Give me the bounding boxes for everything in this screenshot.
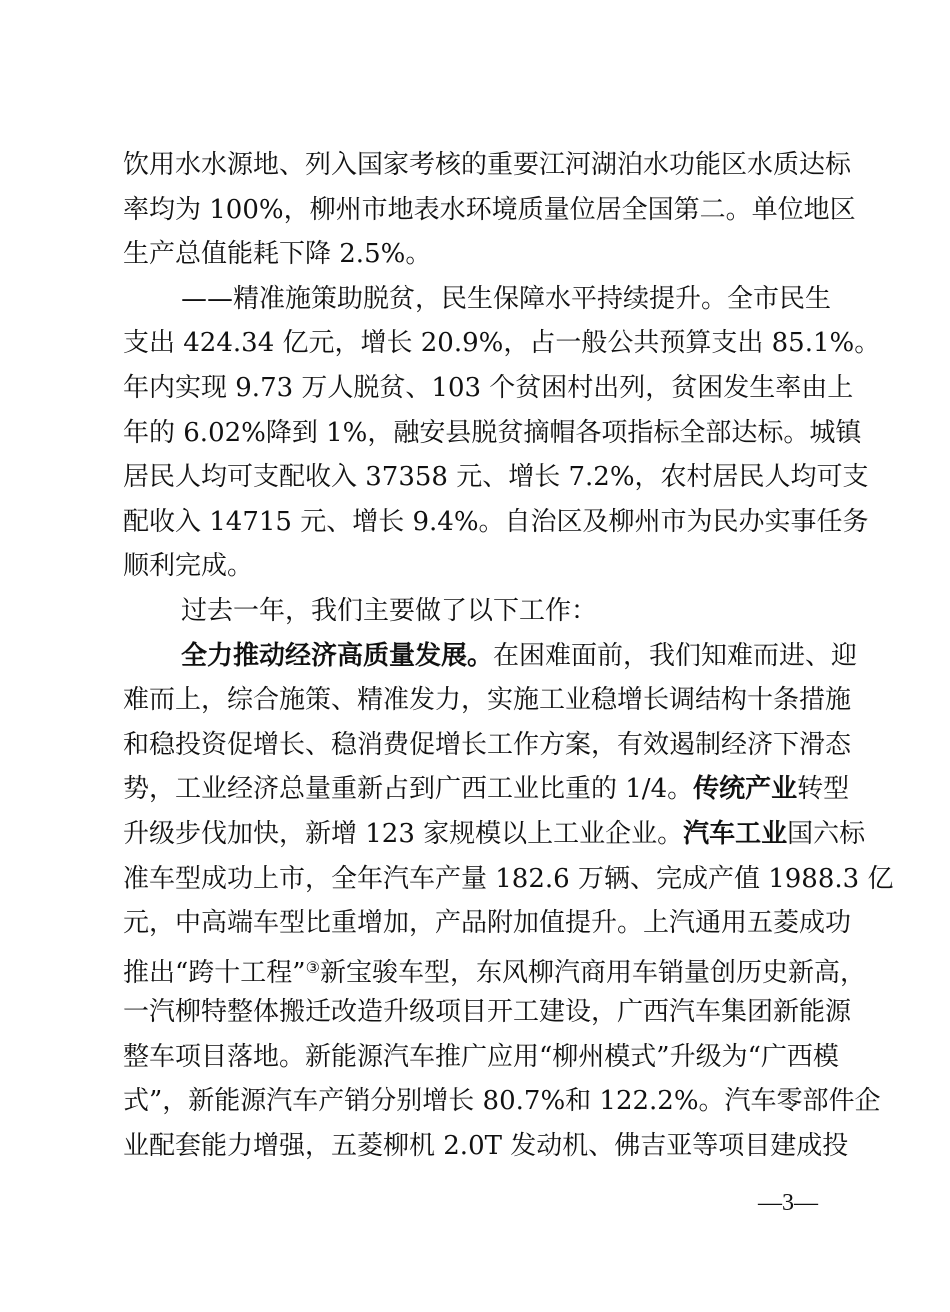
text-line [123,723,852,768]
text-segment: 顺利完成。 [123,551,254,582]
text-segment: 支出 424.34 亿元，增长 20.9%，占一般公共预算支出 85.1%。 [123,328,881,359]
text-segment: 转型 [797,774,850,805]
text-line [123,589,827,634]
text-line [123,366,854,411]
text-line [123,411,862,456]
text-line [123,634,858,679]
text-line [123,812,866,857]
text-segment: 在困难面前，我们知难而进、迎 [493,640,858,671]
text-segment: 一汽柳特整体搬迁改造升级项目开工建设，广西汽车集团新能源 [123,997,852,1028]
text-line [123,678,852,723]
text-segment: 元，中高端车型比重增加，产品附加值提升。上汽通用五菱成功 [123,908,852,939]
text-segment: 难而上，综合施策、精准发力，实施工业稳增长调结构十条措施 [123,685,852,716]
bold-keyword: 汽车工业 [683,818,788,849]
text-segment: 整车项目落地。新能源汽车推广应用“柳州模式”升级为“广西模 [123,1041,839,1072]
footnote-marker: ③ [305,957,320,977]
text-line [123,1079,881,1124]
text-line [123,946,866,991]
text-segment: 全市民生 [727,283,832,314]
text-segment: 势，工业经济总量重新占到广西工业比重的 1/4。 [123,774,694,805]
text-segment: 升级步伐加快，新增 123 家规模以上工业企业。 [123,818,684,849]
text-line [123,901,852,946]
text-segment: 和稳投资促增长、稳消费促增长工作方案，有效遏制经济下滑态 [123,729,852,760]
text-segment: 率均为 100%，柳州市地表水环境质量位居全国第二。单位地区 [123,194,856,225]
text-line [123,990,852,1035]
text-segment: 国六标 [787,818,866,849]
text-line [123,321,881,366]
text-line [123,1035,839,1080]
bold-keyword: 全力推动经济高质量发展。 [181,640,494,671]
text-line [123,143,852,188]
text-segment: 式”，新能源汽车产销分别增长 80.7%和 122.2%。汽车零部件企 [123,1086,881,1117]
text-segment: 新宝骏车型，东风柳汽商用车销量创历史新高， [319,957,866,988]
text-segment: 年的 6.02%降到 1%，融安县脱贫摘帽各项指标全部达标。城镇 [123,417,862,448]
text-segment: 业配套能力增强，五菱柳机 2.0T 发动机、佛吉亚等项目建成投 [123,1131,849,1162]
text-segment: 年内实现 9.73 万人脱贫、103 个贫困村出列，贫困发生率由上 [123,372,854,403]
text-segment: 居民人均可支配收入 37358 元、增长 7.2%，农村居民人均可支 [123,462,869,493]
text-segment: 准车型成功上市，全年汽车产量 182.6 万辆、完成产值 1988.3 亿 [123,863,894,894]
text-segment: 过去一年，我们主要做了以下工作： [181,595,598,626]
text-segment: 推出“跨十工程” [123,957,306,988]
text-line [123,544,827,589]
text-segment: 生产总值能耗下降 2.5%。 [123,239,432,270]
text-line [123,767,850,812]
text-line [123,188,856,233]
text-line [123,1124,849,1169]
text-segment: 饮用水水源地、列入国家考核的重要江河湖泊水功能区水质达标 [123,150,852,180]
text-segment: 配收入 14715 元、增长 9.4%。自治区及柳州市为民办实事任务 [123,506,869,537]
section-heading: ——精准施策助脱贫，民生保障水平持续提升。 [181,283,728,314]
text-line [123,455,869,500]
text-line [123,277,832,322]
page-number: —3— [758,1190,818,1216]
bold-keyword: 传统产业 [693,774,798,805]
body-text [123,143,894,1169]
text-line [123,500,869,545]
text-line [123,232,827,277]
text-line [123,857,894,902]
